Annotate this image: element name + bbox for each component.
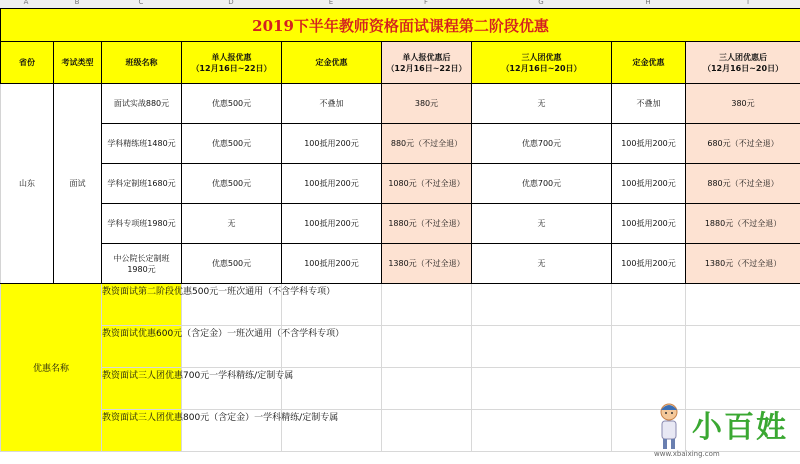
table-row	[1, 244, 800, 284]
header-cell[interactable]: 单人报优惠后 （12月16日~22日）	[382, 42, 472, 84]
single-discount-cell[interactable]: 优惠500元	[182, 164, 282, 204]
group-after-cell[interactable]: 680元（不过全退）	[686, 124, 800, 164]
empty-cell[interactable]	[382, 410, 472, 452]
single-after-cell[interactable]: 1080元（不过全退）	[382, 164, 472, 204]
province-cell[interactable]: 山东	[1, 84, 54, 284]
table-row	[1, 164, 800, 204]
empty-cell[interactable]	[686, 284, 800, 326]
deposit-cell[interactable]: 不叠加	[612, 84, 686, 124]
class-name-cell[interactable]: 学科定制班1680元	[102, 164, 182, 204]
promo-text: 教资面试三人团优惠800元（含定金）一学科精练/定制专属	[102, 413, 339, 423]
promo-text: 教资面试优惠600元（含定金）一班次通用（不含学科专项）	[102, 329, 345, 339]
group-discount-cell[interactable]: 无	[472, 244, 612, 284]
header-cell[interactable]: 考试类型	[54, 42, 102, 84]
deposit-cell[interactable]: 100抵用200元	[282, 164, 382, 204]
column-letter[interactable]: C	[138, 0, 144, 6]
promo-row	[1, 326, 800, 368]
deposit-cell[interactable]: 100抵用200元	[612, 244, 686, 284]
header-cell[interactable]: 定金优惠	[282, 42, 382, 84]
class-name-cell[interactable]: 学科专项班1980元	[102, 204, 182, 244]
column-letter[interactable]: G	[538, 0, 544, 6]
empty-cell[interactable]	[382, 284, 472, 326]
watermark-logo	[652, 400, 792, 458]
empty-cell[interactable]	[612, 284, 686, 326]
empty-cell[interactable]	[612, 326, 686, 368]
deposit-cell[interactable]: 100抵用200元	[282, 244, 382, 284]
promo-cell[interactable]	[102, 410, 339, 452]
deposit-cell[interactable]: 100抵用200元	[612, 124, 686, 164]
column-letter[interactable]: D	[228, 0, 234, 6]
deposit-cell[interactable]: 100抵用200元	[282, 124, 382, 164]
promo-text: 教资面试第二阶段优惠500元一班次通用（不含学科专项）	[102, 287, 336, 297]
watermark-url: www.xbaixing.com	[654, 450, 720, 458]
empty-cell[interactable]	[472, 410, 612, 452]
column-letter[interactable]: A	[23, 0, 29, 6]
group-after-cell[interactable]: 1880元（不过全退）	[686, 204, 800, 244]
empty-cell[interactable]	[282, 368, 382, 410]
promo-cell[interactable]	[102, 368, 294, 410]
empty-cell[interactable]	[382, 326, 472, 368]
deposit-cell[interactable]: 100抵用200元	[612, 204, 686, 244]
group-after-cell[interactable]: 880元（不过全退）	[686, 164, 800, 204]
promo-cell[interactable]	[102, 284, 336, 326]
deposit-cell[interactable]: 100抵用200元	[282, 204, 382, 244]
empty-cell[interactable]	[686, 326, 800, 368]
column-letter[interactable]: F	[423, 0, 429, 6]
deposit-cell[interactable]: 100抵用200元	[612, 164, 686, 204]
group-discount-cell[interactable]: 无	[472, 204, 612, 244]
watermark-name: 小百姓	[692, 410, 788, 445]
header-cell[interactable]: 省份	[1, 42, 54, 84]
mascot-icon	[656, 402, 682, 450]
group-discount-cell[interactable]: 优惠700元	[472, 124, 612, 164]
class-name-cell[interactable]: 学科精练班1480元	[102, 124, 182, 164]
table-row	[1, 124, 800, 164]
table-title[interactable]: 2019下半年教师资格面试课程第二阶段优惠	[1, 9, 800, 42]
header-cell[interactable]: 定金优惠	[612, 42, 686, 84]
column-letter[interactable]: I	[746, 0, 750, 6]
group-after-cell[interactable]: 380元	[686, 84, 800, 124]
group-after-cell[interactable]: 1380元（不过全退）	[686, 244, 800, 284]
single-after-cell[interactable]: 380元	[382, 84, 472, 124]
group-discount-cell[interactable]: 优惠700元	[472, 164, 612, 204]
promo-row	[1, 284, 800, 326]
column-letter[interactable]: E	[328, 0, 334, 6]
single-discount-cell[interactable]: 优惠500元	[182, 84, 282, 124]
header-row	[1, 42, 800, 84]
header-cell[interactable]: 三人团优惠后 （12月16日~20日）	[686, 42, 800, 84]
single-discount-cell[interactable]: 优惠500元	[182, 244, 282, 284]
empty-cell[interactable]	[382, 368, 472, 410]
promo-text: 教资面试三人团优惠700元一学科精练/定制专属	[102, 371, 294, 381]
promo-label[interactable]: 优惠名称	[1, 284, 102, 452]
discount-table	[0, 8, 800, 452]
deposit-cell[interactable]: 不叠加	[282, 84, 382, 124]
exam-type-cell[interactable]: 面试	[54, 84, 102, 284]
single-after-cell[interactable]: 1880元（不过全退）	[382, 204, 472, 244]
class-name-cell[interactable]: 中公院长定制班 1980元	[102, 244, 182, 284]
header-cell[interactable]: 三人团优惠 （12月16日~20日）	[472, 42, 612, 84]
group-discount-cell[interactable]: 无	[472, 84, 612, 124]
table-row	[1, 84, 800, 124]
empty-cell[interactable]	[472, 368, 612, 410]
single-discount-cell[interactable]: 优惠500元	[182, 124, 282, 164]
header-cell[interactable]: 班级名称	[102, 42, 182, 84]
header-cell[interactable]: 单人报优惠 （12月16日~22日）	[182, 42, 282, 84]
empty-cell[interactable]	[472, 326, 612, 368]
column-letter[interactable]: H	[645, 0, 651, 6]
column-letter[interactable]: B	[74, 0, 80, 6]
class-name-cell[interactable]: 面试实战880元	[102, 84, 182, 124]
single-after-cell[interactable]: 1380元（不过全退）	[382, 244, 472, 284]
empty-cell[interactable]	[472, 284, 612, 326]
promo-cell[interactable]	[102, 326, 345, 368]
single-after-cell[interactable]: 880元（不过全退）	[382, 124, 472, 164]
single-discount-cell[interactable]: 无	[182, 204, 282, 244]
table-row	[1, 204, 800, 244]
